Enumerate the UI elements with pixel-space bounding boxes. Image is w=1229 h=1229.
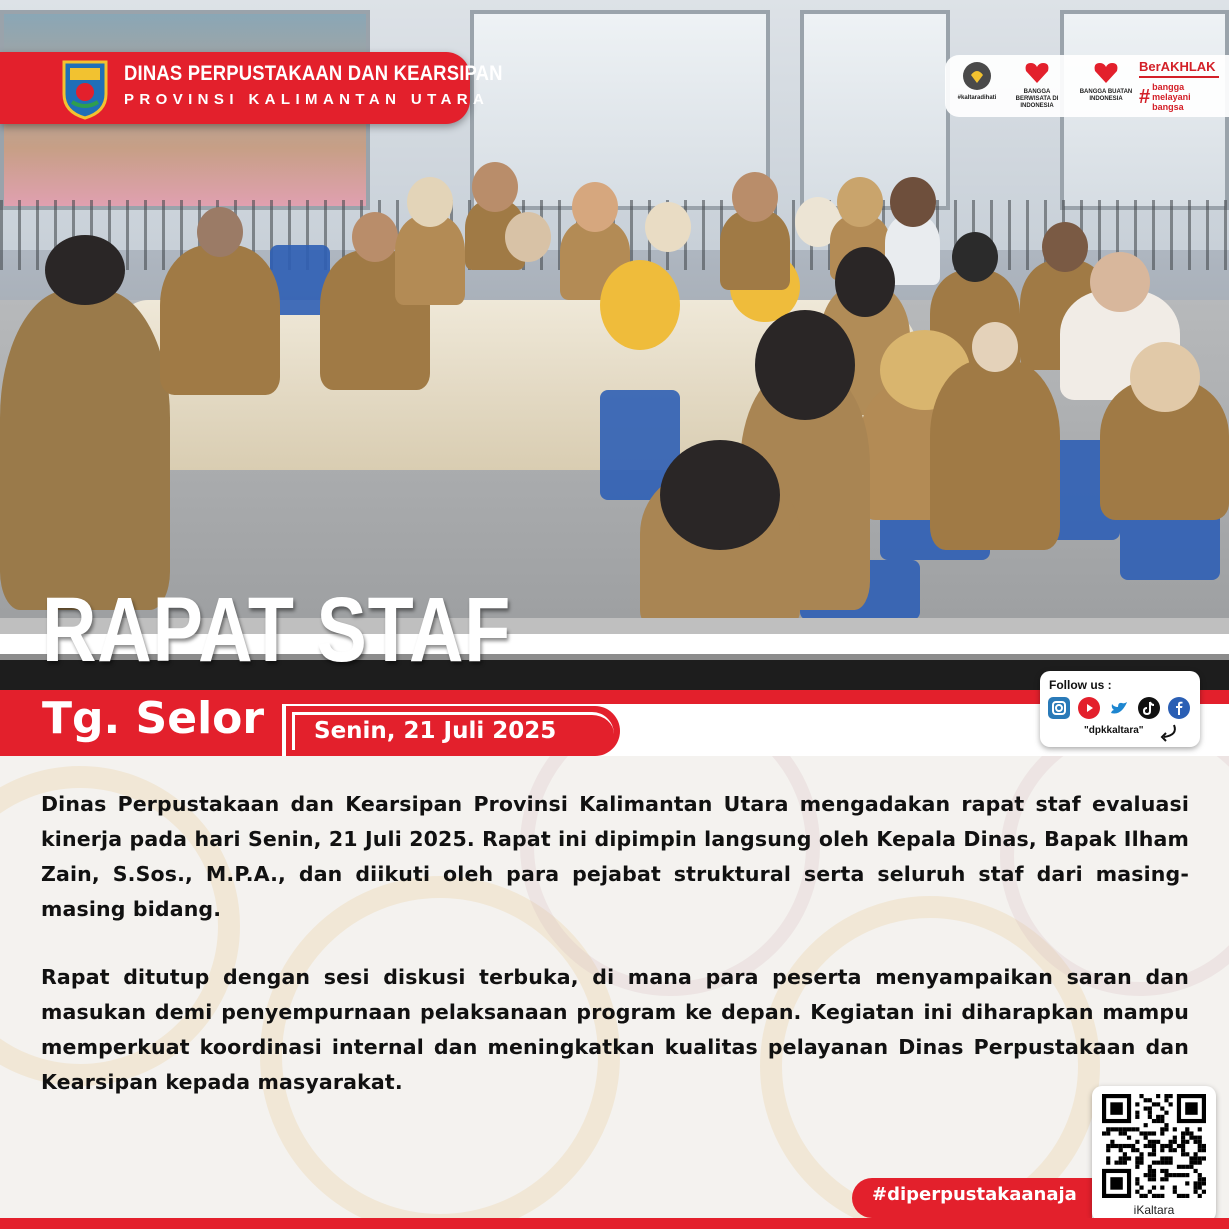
event-location: Tg. Selor [42, 693, 265, 744]
person [1100, 380, 1229, 520]
person [640, 470, 800, 630]
red-heart-icon [1024, 61, 1050, 85]
qr-label: iKaltara [1133, 1203, 1175, 1217]
bangga-buatan-logo: BANGGA BUATAN INDONESIA [1077, 61, 1135, 103]
qr-code-card[interactable] [1092, 1086, 1216, 1222]
body-paragraph-2: Rapat ditutup dengan sesi diskusi terbuka, di mana para peserta menyampaikan saran dan masukan demi penyempurnaan pelaksanaan program ke depan. Kegiatan ini diharapkan mampu memperkuat koordinasi internal dan meningkatkan kualitas pelayanan Dinas Perpustakaan dan Kearsipan kepada masyarakat. [41, 965, 1189, 1094]
social-follow-box [1040, 671, 1200, 747]
bangga-berwisata-logo: BANGGA BERWISATA DI INDONESIA [1003, 61, 1071, 110]
social-handle: "dpkkaltara" [1084, 725, 1144, 736]
red-heart-icon [1093, 61, 1119, 85]
youtube-icon[interactable] [1078, 697, 1100, 719]
photo-window [800, 10, 950, 210]
provincial-emblem-icon [60, 56, 110, 120]
curved-arrow-icon [1156, 723, 1180, 743]
org-province: PROVINSI KALIMANTAN UTARA [124, 91, 490, 108]
facebook-icon[interactable] [1168, 697, 1190, 719]
instagram-icon[interactable] [1048, 697, 1070, 719]
kaltara-logo: #kaltaradihati [953, 61, 1001, 102]
person [395, 215, 465, 305]
person [160, 245, 280, 395]
twitter-icon[interactable] [1108, 697, 1130, 719]
bangga-melayani-bangsa: # bangga melayani bangsa [1139, 82, 1191, 112]
org-name: DINAS PERPUSTAKAAN DAN KEARSIPAN [124, 62, 503, 85]
bottom-red-bar [0, 1218, 1229, 1229]
body-paragraph-1: Dinas Perpustakaan dan Kearsipan Provinsi Kalimantan Utara mengadakan rapat staf evaluasi kinerja pada hari Senin, 21 Juli 2025. Rapat ini dipimpin langsung oleh Kepala Dinas, Bapak Ilham Zain, S.Sos., M.P.A., dan diikuti oleh para pejabat struktural serta seluruh staf dari masing-masing bidang. [41, 792, 1189, 921]
org-header-badge [0, 52, 503, 124]
qr-code-icon [1102, 1094, 1206, 1198]
hashtag-text: #diperpustakaanaja [872, 1184, 1077, 1205]
person [0, 290, 170, 610]
event-date: Senin, 21 Juli 2025 [314, 718, 557, 744]
tiktok-icon[interactable] [1138, 697, 1160, 719]
kaltara-heart-icon [962, 61, 992, 91]
person [930, 360, 1060, 550]
berakhlak-logo: BerAKHLAK # bangga melayani bangsa [1139, 59, 1225, 112]
partner-logos [945, 55, 1229, 117]
page-title: RAPAT STAF [42, 579, 512, 681]
person [720, 210, 790, 290]
follow-label: Follow us : [1049, 678, 1112, 692]
